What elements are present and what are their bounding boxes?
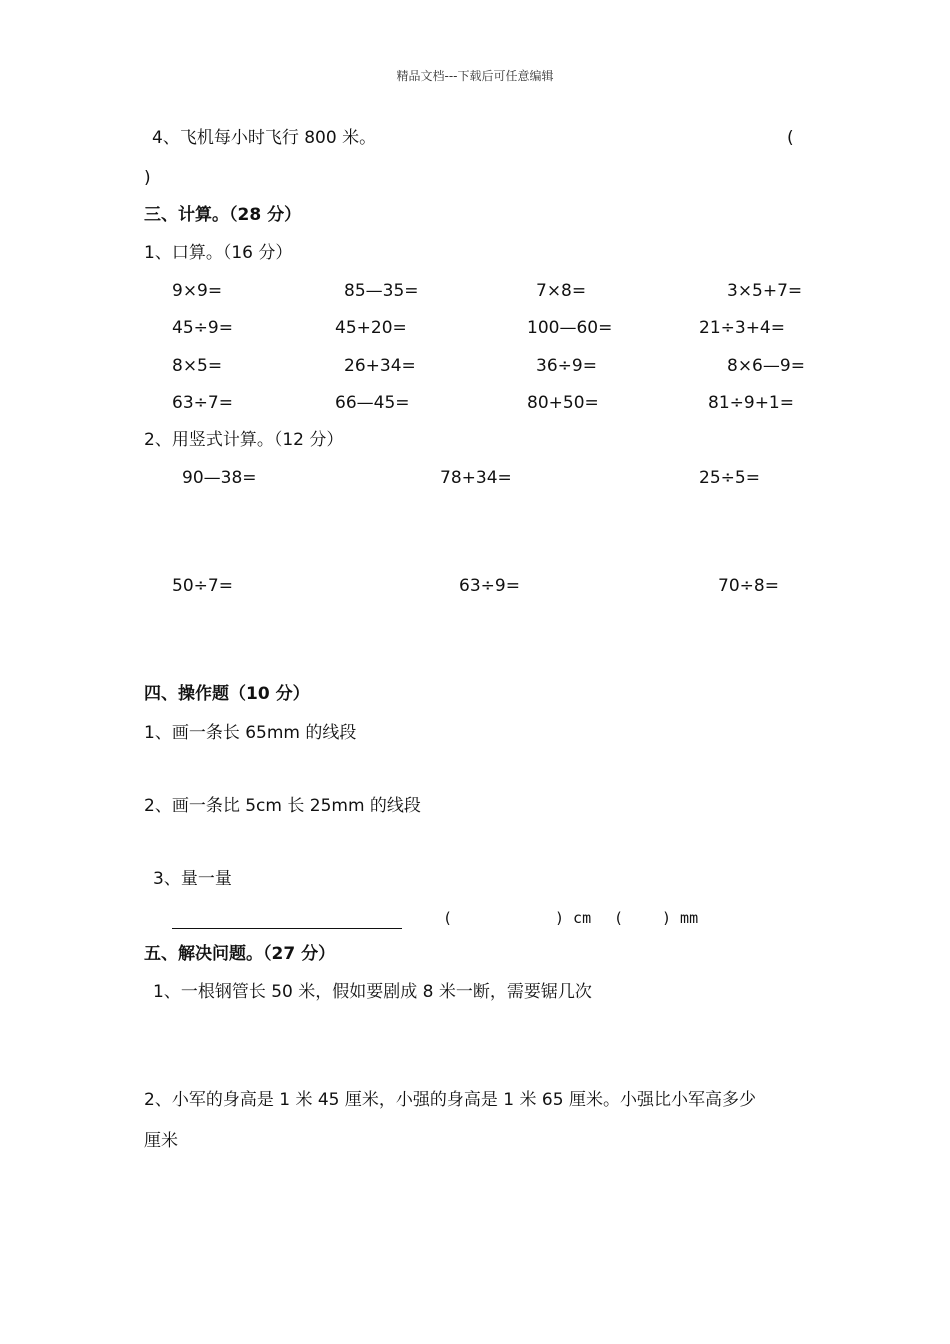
- measure-paren-open: (: [443, 909, 453, 927]
- oral-item: 85—35=: [344, 281, 419, 301]
- section-5-q2-line1: 2、小军的身高是 1 米 45 厘米，小强的身高是 1 米 65 厘米。小强比小军高多少: [144, 1090, 756, 1110]
- oral-item: 36÷9=: [536, 356, 597, 376]
- section-4-q2: 2、画一条比 5cm 长 25mm 的线段: [144, 796, 421, 816]
- measure-cm-close: ) cm: [555, 909, 592, 927]
- judge-item-4: 4、飞机每小时飞行 800 米。: [152, 128, 377, 148]
- answer-paren-open: (: [787, 128, 794, 148]
- measure-paren-open: (: [614, 909, 624, 927]
- page-header: 精品文档---下载后可任意编辑: [396, 69, 554, 83]
- oral-item: 21÷3+4=: [699, 318, 785, 338]
- vertical-item: 90—38=: [182, 468, 257, 488]
- section-5-q2-line2: 厘米: [144, 1131, 178, 1151]
- oral-item: 66—45=: [335, 393, 410, 413]
- oral-item: 80+50=: [527, 393, 599, 413]
- section-5-title: 五、解决问题。（27 分）: [144, 944, 336, 964]
- section-3-sub2-title: 2、用竖式计算。（12 分）: [144, 430, 344, 450]
- oral-item: 9×9=: [172, 281, 223, 301]
- answer-paren-close: ): [144, 168, 151, 188]
- oral-item: 3×5+7=: [727, 281, 803, 301]
- section-4-title: 四、操作题（10 分）: [144, 684, 310, 704]
- vertical-item: 50÷7=: [172, 576, 233, 596]
- measure-mm-close: ) mm: [662, 909, 699, 927]
- section-3-sub1-title: 1、口算。（16 分）: [144, 243, 293, 263]
- oral-item: 81÷9+1=: [708, 393, 794, 413]
- oral-item: 100—60=: [527, 318, 613, 338]
- vertical-item: 70÷8=: [718, 576, 779, 596]
- section-4-q1: 1、画一条长 65mm 的线段: [144, 723, 357, 743]
- section-4-q3: 3、量一量: [153, 869, 232, 889]
- oral-item: 8×5=: [172, 356, 223, 376]
- oral-item: 8×6—9=: [727, 356, 805, 376]
- section-5-q1: 1、一根钢管长 50 米，假如要剧成 8 米一断，需要锯几次: [153, 982, 592, 1002]
- section-3-title: 三、计算。（28 分）: [144, 205, 302, 225]
- oral-item: 45÷9=: [172, 318, 233, 338]
- oral-item: 45+20=: [335, 318, 407, 338]
- oral-item: 63÷7=: [172, 393, 233, 413]
- oral-item: 7×8=: [536, 281, 587, 301]
- measure-line-segment: [172, 928, 402, 929]
- vertical-item: 78+34=: [440, 468, 512, 488]
- oral-item: 26+34=: [344, 356, 416, 376]
- vertical-item: 25÷5=: [699, 468, 760, 488]
- vertical-item: 63÷9=: [459, 576, 520, 596]
